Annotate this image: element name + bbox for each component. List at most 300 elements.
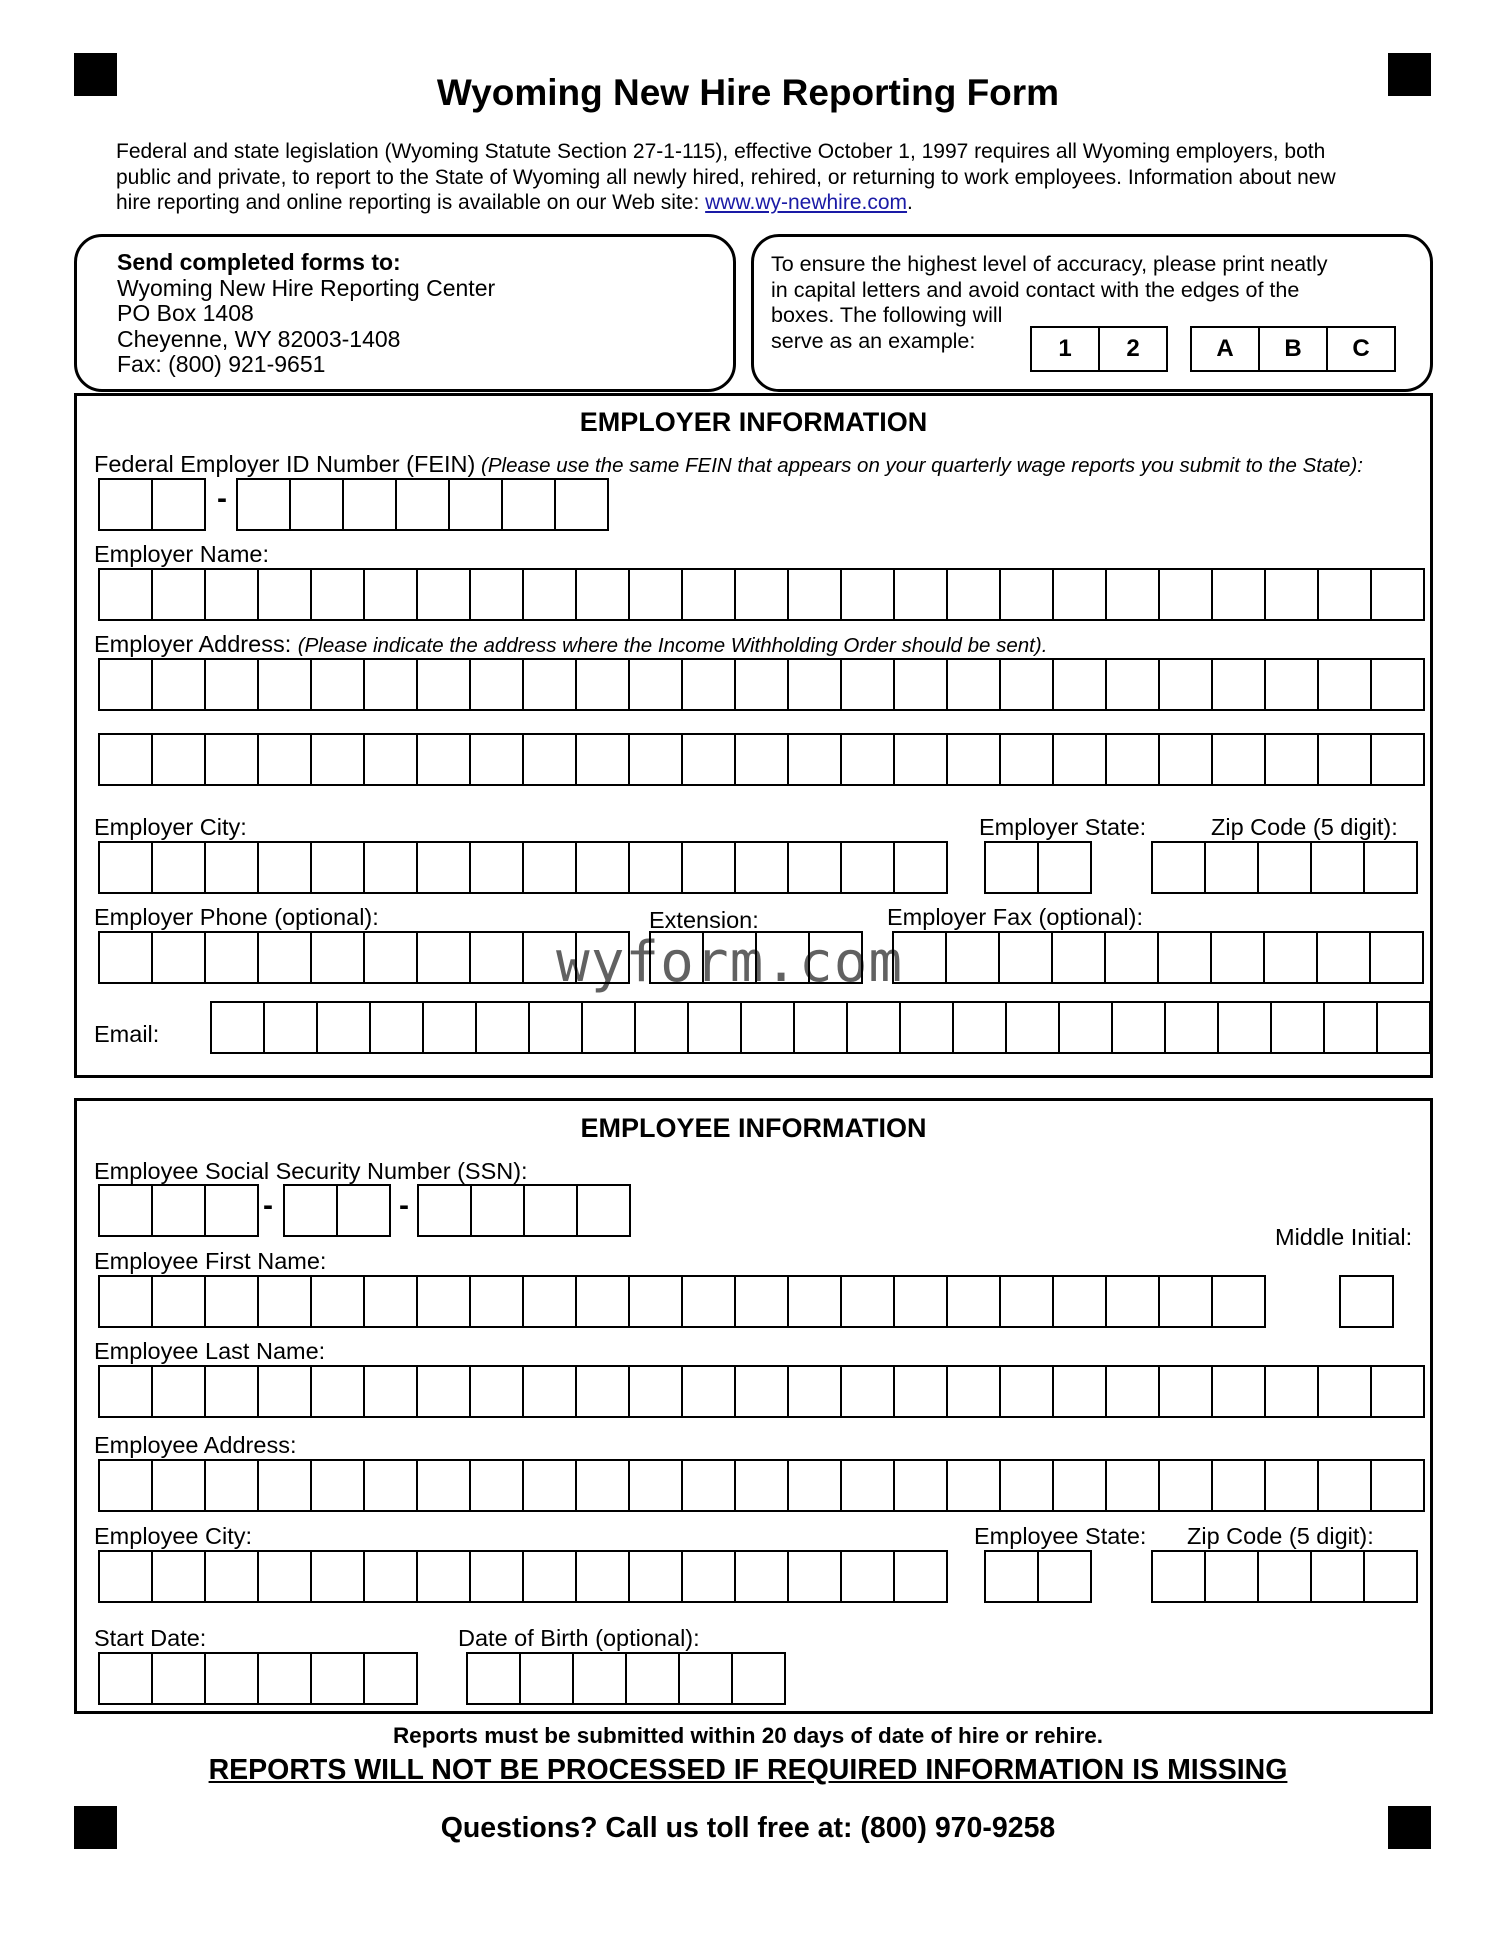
middle-initial-box[interactable]	[1339, 1275, 1394, 1328]
char-box[interactable]	[1160, 1275, 1213, 1328]
char-box[interactable]	[1365, 1550, 1418, 1603]
char-box[interactable]	[1372, 1365, 1425, 1418]
char-box[interactable]	[842, 1550, 895, 1603]
char-box[interactable]	[524, 1365, 577, 1418]
char-box[interactable]	[259, 1652, 312, 1705]
char-box[interactable]	[1312, 1550, 1365, 1603]
char-box[interactable]	[630, 658, 683, 711]
char-box[interactable]	[736, 1459, 789, 1512]
char-box[interactable]	[418, 1550, 471, 1603]
char-box[interactable]	[1213, 1275, 1266, 1328]
char-box[interactable]	[1001, 1275, 1054, 1328]
char-box[interactable]	[1266, 733, 1319, 786]
char-box[interactable]	[1318, 931, 1371, 984]
char-box[interactable]	[153, 1184, 206, 1237]
char-box[interactable]	[206, 568, 259, 621]
char-box[interactable]	[577, 1365, 630, 1418]
char-box[interactable]	[1160, 1459, 1213, 1512]
char-box[interactable]	[1054, 1275, 1107, 1328]
employer-city-boxes[interactable]	[98, 841, 948, 894]
char-box[interactable]	[1001, 658, 1054, 711]
char-box[interactable]	[318, 1001, 371, 1054]
char-box[interactable]	[895, 1365, 948, 1418]
char-box[interactable]	[259, 1365, 312, 1418]
char-box[interactable]	[1160, 1365, 1213, 1418]
char-box[interactable]	[153, 733, 206, 786]
char-box[interactable]	[1001, 568, 1054, 621]
fein-suffix-boxes[interactable]	[236, 478, 609, 531]
char-box[interactable]	[627, 1652, 680, 1705]
employer-state-boxes[interactable]	[984, 841, 1092, 894]
char-box[interactable]	[1266, 1365, 1319, 1418]
char-box[interactable]	[100, 1652, 153, 1705]
char-box[interactable]	[153, 1365, 206, 1418]
char-box[interactable]	[259, 931, 312, 984]
char-box[interactable]	[259, 568, 312, 621]
char-box[interactable]	[1107, 733, 1160, 786]
char-box[interactable]	[1160, 733, 1213, 786]
char-box[interactable]	[418, 1459, 471, 1512]
char-box[interactable]	[577, 841, 630, 894]
char-box[interactable]	[1319, 658, 1372, 711]
employer-phone-label: Employer Phone (optional):	[94, 904, 379, 930]
char-box[interactable]	[1039, 841, 1092, 894]
char-box[interactable]	[1266, 658, 1319, 711]
char-box[interactable]	[948, 1365, 1001, 1418]
char-box[interactable]	[947, 931, 1000, 984]
char-box[interactable]	[948, 1275, 1001, 1328]
char-box[interactable]	[312, 1275, 365, 1328]
char-box[interactable]	[312, 1459, 365, 1512]
char-box[interactable]	[100, 841, 153, 894]
char-box[interactable]	[736, 733, 789, 786]
char-box[interactable]	[471, 733, 524, 786]
employer-name-boxes[interactable]	[98, 568, 1425, 621]
last-name-boxes[interactable]	[98, 1365, 1425, 1418]
char-box[interactable]	[948, 658, 1001, 711]
char-box[interactable]	[100, 1275, 153, 1328]
char-box[interactable]	[477, 1001, 530, 1054]
char-box[interactable]	[683, 1365, 736, 1418]
char-box[interactable]	[365, 841, 418, 894]
char-box[interactable]	[1272, 1001, 1325, 1054]
char-box[interactable]	[683, 1275, 736, 1328]
email-boxes[interactable]	[210, 1001, 1431, 1054]
char-box[interactable]	[153, 568, 206, 621]
char-box[interactable]	[525, 1184, 578, 1237]
char-box[interactable]	[1107, 568, 1160, 621]
char-box[interactable]	[1319, 733, 1372, 786]
char-box[interactable]	[1166, 1001, 1219, 1054]
char-box[interactable]	[365, 1275, 418, 1328]
char-box[interactable]	[986, 841, 1039, 894]
char-box[interactable]	[895, 1459, 948, 1512]
employee-heading: EMPLOYEE INFORMATION	[580, 1113, 927, 1143]
char-box[interactable]	[1107, 1365, 1160, 1418]
char-box[interactable]	[577, 568, 630, 621]
watermark: wyform.com	[556, 930, 904, 995]
char-box[interactable]	[153, 1275, 206, 1328]
start-date-label: Start Date:	[94, 1625, 207, 1651]
char-box[interactable]	[259, 1275, 312, 1328]
fein-prefix-boxes[interactable]	[98, 478, 206, 531]
char-box[interactable]	[206, 1365, 259, 1418]
char-box[interactable]	[683, 1550, 736, 1603]
char-box[interactable]	[1265, 931, 1318, 984]
char-box[interactable]	[842, 658, 895, 711]
char-box[interactable]	[100, 478, 153, 531]
char-box[interactable]	[948, 1459, 1001, 1512]
char-box[interactable]	[418, 733, 471, 786]
char-box[interactable]	[1372, 733, 1425, 786]
char-box[interactable]	[895, 1275, 948, 1328]
char-box[interactable]	[418, 658, 471, 711]
char-box[interactable]	[577, 1459, 630, 1512]
char-box[interactable]	[577, 1550, 630, 1603]
char-box[interactable]	[948, 733, 1001, 786]
char-box[interactable]	[365, 1365, 418, 1418]
char-box[interactable]	[1053, 931, 1106, 984]
char-box[interactable]	[418, 841, 471, 894]
char-box[interactable]	[365, 568, 418, 621]
char-box[interactable]	[259, 1459, 312, 1512]
char-box[interactable]	[524, 841, 577, 894]
char-box[interactable]	[153, 931, 206, 984]
char-box[interactable]	[524, 568, 577, 621]
char-box[interactable]	[1107, 1275, 1160, 1328]
char-box[interactable]	[206, 733, 259, 786]
char-box[interactable]	[733, 1652, 786, 1705]
char-box[interactable]	[153, 1550, 206, 1603]
char-box[interactable]	[471, 568, 524, 621]
char-box[interactable]	[1206, 841, 1259, 894]
char-box[interactable]	[636, 1001, 689, 1054]
char-box[interactable]	[312, 1550, 365, 1603]
char-box[interactable]	[206, 1184, 259, 1237]
start-date-boxes[interactable]	[98, 1652, 418, 1705]
char-box[interactable]	[1153, 841, 1206, 894]
char-box[interactable]	[1325, 1001, 1378, 1054]
char-box[interactable]	[1160, 568, 1213, 621]
char-box[interactable]	[1054, 1459, 1107, 1512]
ssn-group-boxes[interactable]	[283, 1184, 391, 1237]
char-box[interactable]	[895, 841, 948, 894]
extension-label: Extension:	[649, 907, 759, 933]
char-box[interactable]	[577, 658, 630, 711]
char-box[interactable]	[577, 1275, 630, 1328]
char-box[interactable]	[683, 1459, 736, 1512]
send-heading: Send completed forms to:	[117, 249, 401, 275]
char-box[interactable]	[842, 1459, 895, 1512]
char-box[interactable]	[1319, 1459, 1372, 1512]
ssn-area-boxes[interactable]	[98, 1184, 259, 1237]
char-box[interactable]	[365, 658, 418, 711]
char-box[interactable]	[583, 1001, 636, 1054]
char-box[interactable]	[789, 1550, 842, 1603]
char-box[interactable]	[1312, 841, 1365, 894]
char-box[interactable]	[848, 1001, 901, 1054]
char-box[interactable]	[736, 568, 789, 621]
char-box[interactable]	[419, 1184, 472, 1237]
char-box[interactable]	[630, 841, 683, 894]
char-box[interactable]	[472, 1184, 525, 1237]
char-box[interactable]	[1060, 1001, 1113, 1054]
char-box[interactable]	[312, 733, 365, 786]
char-box[interactable]	[1001, 1365, 1054, 1418]
char-box[interactable]	[630, 733, 683, 786]
ssn-dash: -	[263, 1189, 273, 1222]
char-box[interactable]	[789, 841, 842, 894]
char-box[interactable]	[471, 1459, 524, 1512]
char-box[interactable]	[1054, 1365, 1107, 1418]
char-box[interactable]	[1159, 931, 1212, 984]
char-box[interactable]	[895, 658, 948, 711]
char-box[interactable]	[1341, 1275, 1394, 1328]
char-box[interactable]	[842, 1365, 895, 1418]
char-box[interactable]	[521, 1652, 574, 1705]
char-box[interactable]	[265, 1001, 318, 1054]
char-box[interactable]	[1039, 1550, 1092, 1603]
char-box[interactable]	[1378, 1001, 1431, 1054]
char-box[interactable]	[206, 931, 259, 984]
char-box[interactable]	[206, 841, 259, 894]
char-box[interactable]	[683, 568, 736, 621]
char-box[interactable]	[795, 1001, 848, 1054]
char-box[interactable]	[100, 1184, 153, 1237]
char-box[interactable]	[153, 1459, 206, 1512]
char-box[interactable]	[683, 658, 736, 711]
char-box[interactable]	[1106, 931, 1159, 984]
char-box[interactable]	[1054, 658, 1107, 711]
char-box[interactable]	[471, 931, 524, 984]
char-box[interactable]	[1213, 658, 1266, 711]
char-box[interactable]	[683, 841, 736, 894]
char-box[interactable]	[291, 478, 344, 531]
char-box[interactable]	[842, 841, 895, 894]
char-box[interactable]	[1219, 1001, 1272, 1054]
char-box[interactable]	[789, 1275, 842, 1328]
char-box[interactable]	[259, 841, 312, 894]
char-box[interactable]	[100, 733, 153, 786]
char-box[interactable]	[842, 1275, 895, 1328]
char-box[interactable]	[556, 478, 609, 531]
char-box[interactable]	[1259, 1550, 1312, 1603]
char-box[interactable]	[312, 841, 365, 894]
char-box[interactable]	[742, 1001, 795, 1054]
char-box[interactable]	[736, 658, 789, 711]
char-box[interactable]	[842, 568, 895, 621]
char-box[interactable]	[206, 1652, 259, 1705]
char-box[interactable]	[285, 1184, 338, 1237]
char-box[interactable]	[689, 1001, 742, 1054]
char-box[interactable]	[630, 1459, 683, 1512]
char-box[interactable]	[100, 1550, 153, 1603]
char-box[interactable]	[895, 1550, 948, 1603]
char-box[interactable]	[954, 1001, 1007, 1054]
char-box[interactable]	[100, 931, 153, 984]
char-box[interactable]	[471, 841, 524, 894]
char-box[interactable]	[1001, 733, 1054, 786]
char-box[interactable]	[365, 733, 418, 786]
char-box[interactable]	[365, 1459, 418, 1512]
char-box[interactable]	[630, 1365, 683, 1418]
char-box[interactable]	[1259, 841, 1312, 894]
char-box[interactable]	[736, 1365, 789, 1418]
char-box[interactable]	[418, 1365, 471, 1418]
char-box[interactable]	[418, 568, 471, 621]
ssn-label: Employee Social Security Number (SSN):	[94, 1158, 528, 1184]
char-box[interactable]	[578, 1184, 631, 1237]
char-box[interactable]	[365, 1550, 418, 1603]
char-box[interactable]	[895, 733, 948, 786]
char-box[interactable]	[1107, 658, 1160, 711]
char-box[interactable]	[524, 1275, 577, 1328]
char-box[interactable]	[206, 658, 259, 711]
char-box[interactable]	[206, 1459, 259, 1512]
char-box[interactable]	[259, 733, 312, 786]
char-box[interactable]	[1007, 1001, 1060, 1054]
char-box[interactable]	[736, 841, 789, 894]
char-box[interactable]	[365, 931, 418, 984]
char-box[interactable]	[1365, 841, 1418, 894]
char-box[interactable]	[842, 733, 895, 786]
char-box[interactable]	[371, 1001, 424, 1054]
char-box[interactable]	[986, 1550, 1039, 1603]
char-box[interactable]	[418, 931, 471, 984]
char-box[interactable]	[736, 1550, 789, 1603]
employer-zip-boxes[interactable]	[1151, 841, 1418, 894]
char-box[interactable]	[312, 1652, 365, 1705]
char-box[interactable]	[1266, 568, 1319, 621]
char-box[interactable]	[895, 568, 948, 621]
char-box[interactable]	[100, 1365, 153, 1418]
char-box[interactable]	[153, 478, 206, 531]
employee-zip-boxes[interactable]	[1151, 1550, 1418, 1603]
char-box[interactable]	[789, 733, 842, 786]
ssn-serial-boxes[interactable]	[417, 1184, 631, 1237]
employer-address-line1-boxes[interactable]	[98, 658, 1425, 711]
char-box[interactable]	[1107, 1459, 1160, 1512]
first-name-label: Employee First Name:	[94, 1248, 327, 1274]
char-box[interactable]	[736, 1275, 789, 1328]
char-box[interactable]	[577, 733, 630, 786]
char-box[interactable]	[1054, 733, 1107, 786]
char-box[interactable]	[1001, 1459, 1054, 1512]
char-box[interactable]	[524, 733, 577, 786]
char-box[interactable]	[238, 478, 291, 531]
char-box[interactable]	[312, 931, 365, 984]
char-box[interactable]	[530, 1001, 583, 1054]
char-box[interactable]	[630, 1275, 683, 1328]
char-box[interactable]	[424, 1001, 477, 1054]
employee-city-boxes[interactable]	[98, 1550, 948, 1603]
char-box[interactable]	[100, 568, 153, 621]
char-box[interactable]	[259, 658, 312, 711]
website-link[interactable]: www.wy-newhire.com	[705, 191, 908, 214]
char-box[interactable]	[1212, 931, 1265, 984]
char-box[interactable]	[524, 1550, 577, 1603]
char-box[interactable]	[503, 478, 556, 531]
char-box[interactable]	[1372, 568, 1425, 621]
char-box[interactable]	[1319, 1365, 1372, 1418]
char-box[interactable]	[630, 1550, 683, 1603]
char-box[interactable]	[365, 1652, 418, 1705]
char-box[interactable]	[683, 733, 736, 786]
char-box[interactable]	[1213, 1459, 1266, 1512]
char-box[interactable]	[212, 1001, 265, 1054]
char-box[interactable]	[789, 1459, 842, 1512]
char-box[interactable]	[574, 1652, 627, 1705]
char-box[interactable]	[789, 1365, 842, 1418]
char-box[interactable]	[153, 841, 206, 894]
char-box[interactable]	[418, 1275, 471, 1328]
employer-phone-boxes[interactable]	[98, 931, 630, 984]
char-box[interactable]	[471, 1275, 524, 1328]
char-box[interactable]	[1213, 1365, 1266, 1418]
char-box[interactable]	[153, 1652, 206, 1705]
char-box[interactable]	[312, 658, 365, 711]
char-box[interactable]	[338, 1184, 391, 1237]
char-box[interactable]	[312, 568, 365, 621]
char-box[interactable]	[789, 658, 842, 711]
char-box[interactable]	[450, 478, 503, 531]
char-box[interactable]	[789, 568, 842, 621]
employer-address-line2-boxes[interactable]	[98, 733, 1425, 786]
char-box[interactable]	[397, 478, 450, 531]
char-box[interactable]	[1266, 1459, 1319, 1512]
char-box[interactable]	[1213, 568, 1266, 621]
char-box[interactable]	[1213, 733, 1266, 786]
char-box[interactable]	[1160, 658, 1213, 711]
char-box[interactable]	[1372, 1459, 1425, 1512]
char-box[interactable]	[471, 1365, 524, 1418]
employer-fax-boxes[interactable]	[892, 931, 1424, 984]
char-box[interactable]	[344, 478, 397, 531]
fein-dash: -	[217, 482, 227, 515]
char-box[interactable]	[1000, 931, 1053, 984]
send-line: Fax: (800) 921-9651	[117, 351, 326, 377]
char-box[interactable]	[471, 658, 524, 711]
char-box[interactable]	[524, 1459, 577, 1512]
char-box[interactable]	[1153, 1550, 1206, 1603]
employer-address-label	[94, 631, 1047, 658]
char-box[interactable]	[1054, 568, 1107, 621]
char-box[interactable]	[1372, 658, 1425, 711]
char-box[interactable]	[524, 658, 577, 711]
char-box[interactable]	[153, 658, 206, 711]
char-box[interactable]	[1113, 1001, 1166, 1054]
char-box[interactable]	[1206, 1550, 1259, 1603]
char-box[interactable]	[100, 1459, 153, 1512]
char-box[interactable]	[468, 1652, 521, 1705]
char-box[interactable]	[901, 1001, 954, 1054]
char-box[interactable]	[312, 1365, 365, 1418]
char-box[interactable]	[680, 1652, 733, 1705]
employee-state-boxes[interactable]	[984, 1550, 1092, 1603]
employee-address-boxes[interactable]	[98, 1459, 1425, 1512]
char-box[interactable]	[206, 1275, 259, 1328]
char-box[interactable]	[948, 568, 1001, 621]
char-box[interactable]	[471, 1550, 524, 1603]
char-box[interactable]	[100, 658, 153, 711]
char-box[interactable]	[630, 568, 683, 621]
char-box[interactable]	[259, 1550, 312, 1603]
char-box[interactable]	[1319, 568, 1372, 621]
char-box[interactable]	[1371, 931, 1424, 984]
first-name-boxes[interactable]	[98, 1275, 1266, 1328]
dob-boxes[interactable]	[466, 1652, 786, 1705]
char-box[interactable]	[206, 1550, 259, 1603]
